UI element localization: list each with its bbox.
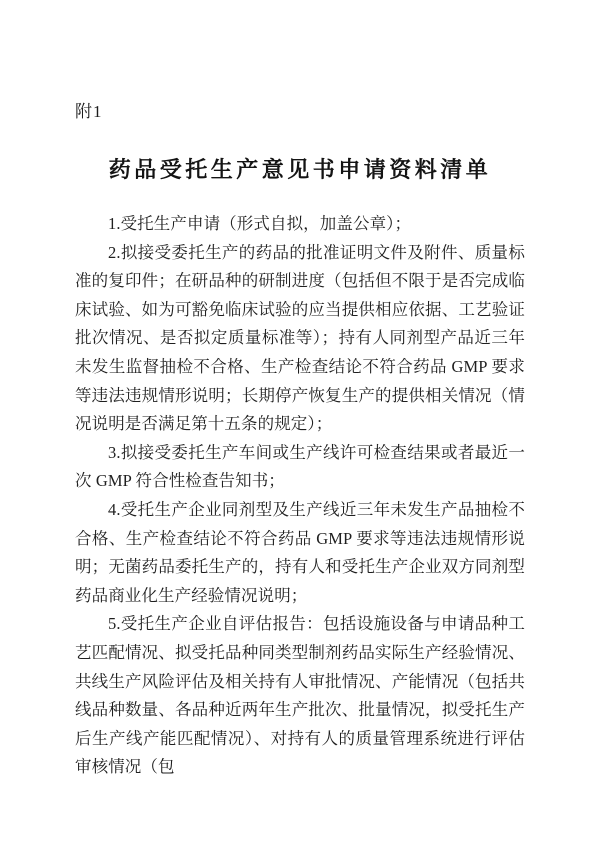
paragraph-5: 5.受托生产企业自评估报告：包括设施设备与申请品种工艺匹配情况、拟受托品种同类型制剂药品实际生产经验情况、共线生产风险评估及相关持有人审批情况、产能情况（包括共线品种数量、各品种近两年生产批次、批量情况，拟受托生产后生产线产能匹配情况）、对持有人的质量管理系统进行评估审核情况（包 (75, 614, 525, 777)
paragraph-4: 4.受托生产企业同剂型及生产线近三年未发生产品抽检不合格、生产检查结论不符合药品 GMP 要求等违法违规情形说明；无菌药品委托生产的，持有人和受托生产企业双方同剂型药品商业化生产经验情况说明； (75, 499, 525, 605)
paragraph-2: 2.拟接受委托生产的药品的批准证明文件及附件、质量标准的复印件；在研品种的研制进度（包括但不限于是否完成临床试验、如为可豁免临床试验的应当提供相应依据、工艺验证批次情况、是否拟定质量标准等）；持有人同剂型产品近三年未发生监督抽检不合格、生产检查结论不符合药品 GMP 要求等违法违规情形说明；长期停产恢复生产的提供相关情况（情况说明是否满足第十五条的规定）； (75, 242, 525, 434)
annex-label: 附1 (75, 102, 103, 121)
paragraph-3: 3.拟接受委托生产车间或生产线许可检查结果或者最近一次 GMP 符合性检查告知书； (75, 442, 525, 491)
document-body (75, 210, 525, 782)
paragraph-1: 1.受托生产申请（形式自拟，加盖公章）； (108, 214, 412, 233)
document-title: 药品受托生产意见书申请资料清单 (108, 157, 492, 182)
